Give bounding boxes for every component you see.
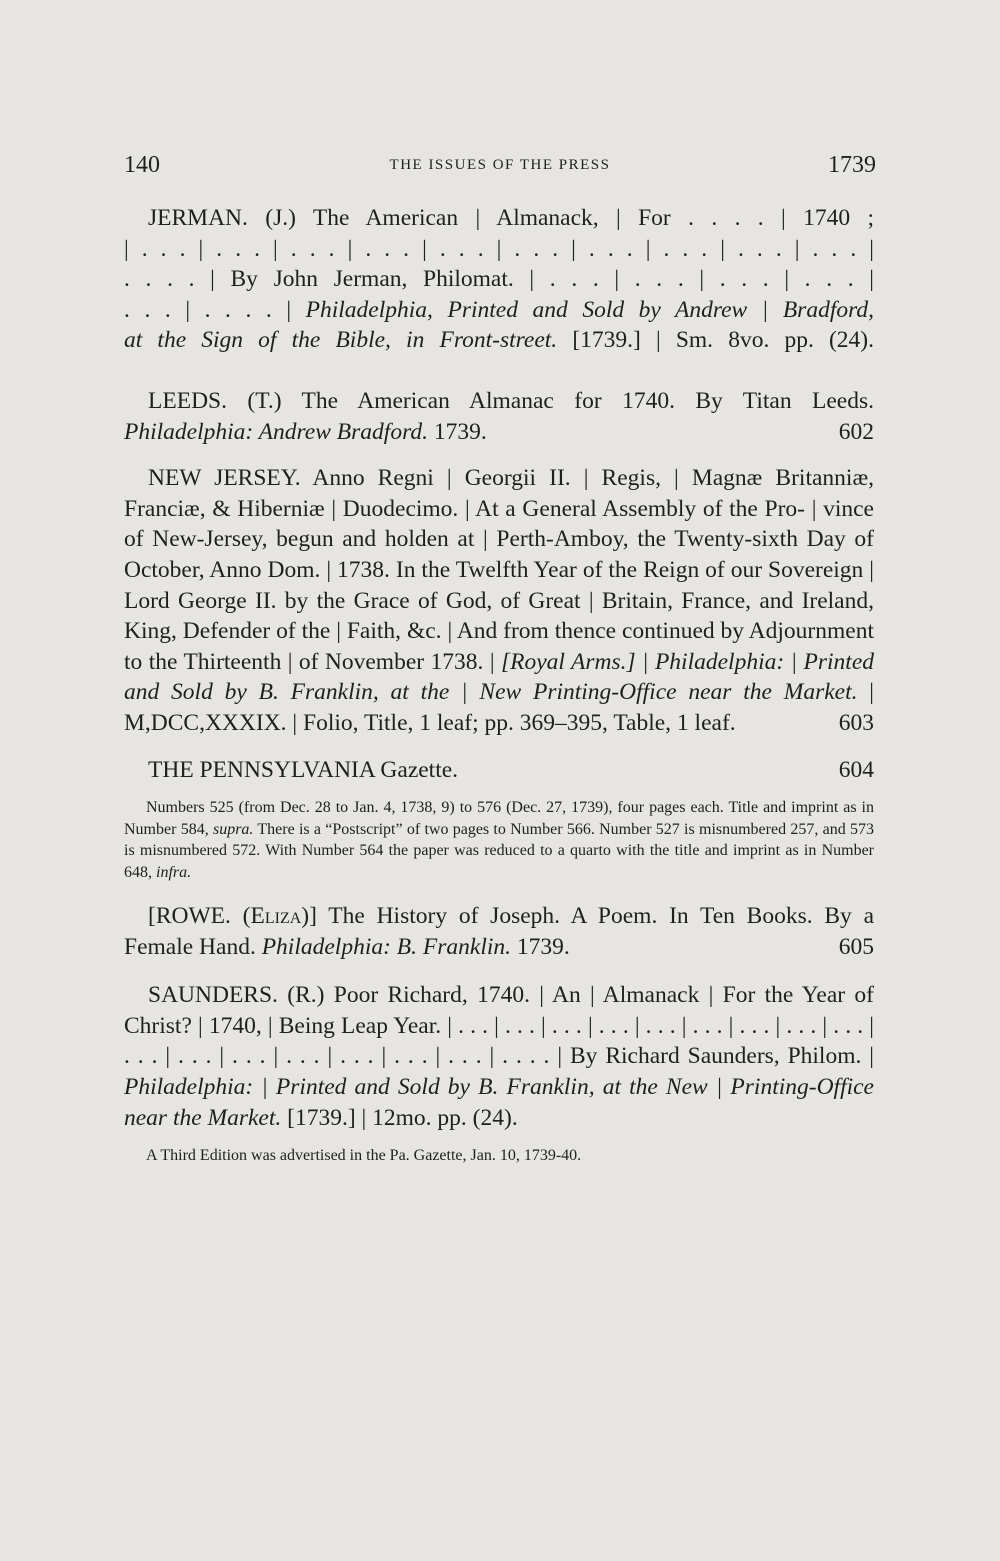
note-italic: infra. <box>156 863 192 881</box>
entry-new-jersey <box>124 463 874 738</box>
jerman-format: [1739.] | Sm. 8vo. pp. (24). <box>557 327 875 354</box>
note-text: Numbers 525 (from Dec. 28 to Jan. 4, 1738, 9) to 576 (Dec. 27, 1739), four pages each. Title and imprint as in Number 584, <box>124 799 874 838</box>
entry-number: 602 <box>838 418 874 445</box>
jerman-line-5 <box>124 325 874 356</box>
jerman-line-2: | . . . | . . . | . . . | . . . | . . . | . . . | . . . | . . . | . . . | . . . | <box>124 235 874 262</box>
note-text: There is a “Postscript” of two pages to Number 566. Number 527 is misnumbered 257, and 573 is misnumbered 572. With Number 564 the paper was reduced to a quarto with the title and imprint as in Number 648, <box>124 820 874 881</box>
note-italic: supra. <box>212 820 254 838</box>
entry-number: 604 <box>838 756 874 783</box>
page-header <box>124 152 876 188</box>
rowe-title: )] The History of Joseph. A Poem. In Ten Books. By a Female Hand. <box>124 903 874 960</box>
entry-jerman <box>124 203 874 356</box>
saunders-format: [1739.] | 12mo. pp. (24). <box>281 1104 518 1131</box>
entry-number: 603 <box>838 709 874 736</box>
rowe-given-name: Eliza <box>250 903 302 930</box>
page-body <box>124 203 874 1167</box>
jerman-line-4 <box>124 295 874 326</box>
entry-leeds <box>124 386 874 447</box>
jerman-imprint-cont: at the Sign of the Bible, in Front-street. <box>124 327 558 354</box>
jerman-line-4-dots: . . . | . . . . | <box>124 296 306 323</box>
entry-gazette <box>124 755 874 786</box>
header-year: 1739 <box>828 152 876 178</box>
rowe-text: [ROWE. ( <box>148 903 251 930</box>
running-title: THE ISSUES OF THE PRESS <box>389 157 611 173</box>
saunders-imprint: Philadelphia: | Printed and Sold by B. Franklin, at the New | Printing-Office near the Market. <box>124 1074 874 1131</box>
nj-text: NEW JERSEY. Anno Regni | Georgii II. | Regis, | Magnæ Britanniæ, Franciæ, & Hiberniæ | Duodecimo. | At a General Assembly of the Pro- | vince of New-Jersey, begun and holden at | Perth-Amboy, the Twenty-sixth Day of October, Anno Dom. | 1738. In the Twelfth Year of the Reign of our Sovereign | Lord George II. by the Grace of God, of Great | Britain, France, and Ireland, King, Defender of the | Faith, &c. | And from thence continued by Adjournment to the Thirteenth | of November 1738. | <box>124 465 874 675</box>
entry-number: 605 <box>838 933 874 960</box>
rowe-imprint: Philadelphia: B. Franklin. <box>261 933 512 960</box>
page-number: 140 <box>124 152 160 178</box>
entry-rowe <box>124 901 874 962</box>
leeds-year: 1739. <box>427 418 487 445</box>
jerman-line-3: . . . . | By John Jerman, Philomat. | . . . | . . . | . . . | . . . | <box>124 266 874 293</box>
leeds-imprint: Philadelphia: Andrew Bradford. <box>124 418 428 445</box>
jerman-imprint: Philadelphia, Printed and Sold by Andrew | Bradford, <box>305 296 874 323</box>
jerman-line-1: JERMAN. (J.) The American | Almanack, | For . . . . | 1740 ; <box>148 205 874 231</box>
nj-collation: | M,DCC,XXXIX. | Folio, Title, 1 leaf; pp. 369–395, Table, 1 leaf. <box>124 679 874 736</box>
gazette-note <box>124 797 874 883</box>
nj-imprint: [Royal Arms.] | Philadelphia: | Printed and Sold by B. Franklin, at the | New Printing-Office near the Market. <box>124 648 874 706</box>
entry-saunders <box>124 980 874 1133</box>
saunders-note: A Third Edition was advertised in the Pa. Gazette, Jan. 10, 1739-40. <box>146 1147 582 1165</box>
saunders-text: SAUNDERS. (R.) Poor Richard, 1740. | An | Almanack | For the Year of Christ? | 1740, | Being Leap Year. | . . . | . . . | . . . | . . . | . . . | . . . | . . . | . . . | . . . | . . . | . . . | . . . | . . . | . . . | . . . | . . . | . . . . | By Richard Saunders, Philom. | <box>124 982 874 1070</box>
leeds-text: LEEDS. (T.) The American Almanac for 1740. By Titan Leeds. <box>148 387 874 414</box>
rowe-year: 1739. <box>511 933 570 960</box>
gazette-title: THE PENNSYLVANIA Gazette. <box>148 756 459 783</box>
